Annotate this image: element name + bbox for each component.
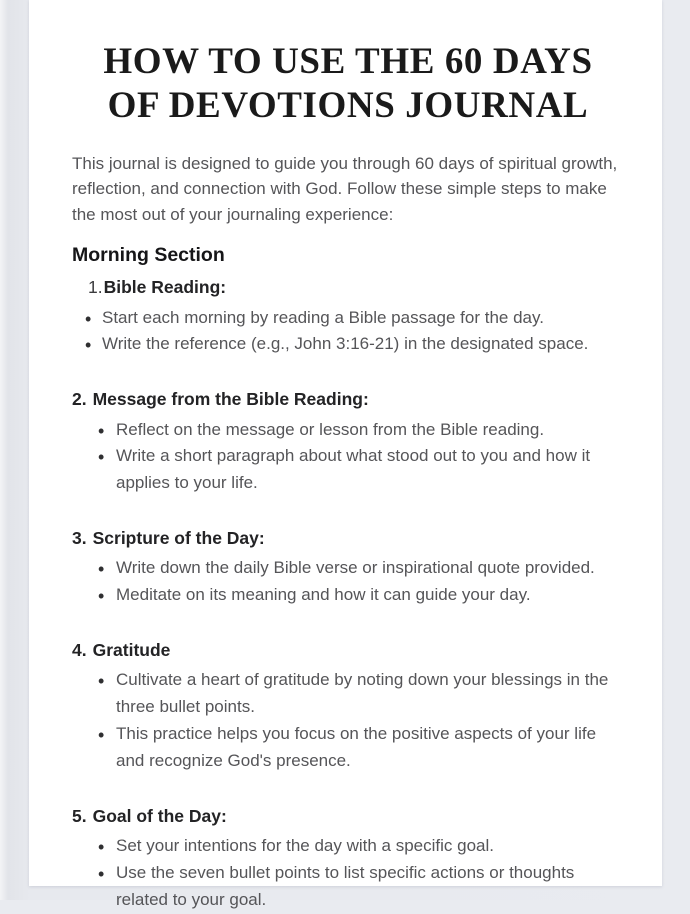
item-title-text: Scripture of the Day:	[92, 528, 265, 549]
item-number: 3.	[72, 528, 87, 549]
bullet-list	[72, 833, 624, 914]
numbered-item	[72, 637, 624, 775]
page-title-line2: OF DEVOTIONS JOURNAL	[107, 85, 589, 127]
bullet-list	[72, 667, 624, 774]
bullet-item: • Reflect on the message or lesson from the Bible reading.	[72, 417, 624, 444]
bullet-item: • This practice helps you focus on the positive aspects of your life and recognize God's presence.	[72, 721, 624, 775]
numbered-item	[72, 386, 624, 497]
journal-instructions-page	[29, 0, 662, 909]
item-heading	[72, 637, 624, 663]
item-number: 1.	[88, 277, 103, 298]
bullet-list	[72, 305, 624, 359]
bullet-item: • Start each morning by reading a Bible passage for the day.	[72, 305, 624, 332]
numbered-item	[72, 525, 624, 609]
bullet-item: • Meditate on its meaning and how it can guide your day.	[72, 582, 624, 609]
bullet-item: • Use the seven bullet points to list specific actions or thoughts related to your goal.	[72, 860, 624, 914]
item-number: 2.	[72, 389, 87, 410]
numbered-item	[72, 803, 624, 914]
bullet-item: • Set your intentions for the day with a specific goal.	[72, 833, 624, 860]
morning-section-heading: Morning Section	[72, 244, 225, 267]
item-title-text: Gratitude	[92, 640, 171, 661]
numbered-item	[72, 274, 624, 358]
bullet-list	[72, 555, 624, 609]
item-title-text: Bible Reading:	[103, 277, 227, 298]
item-number: 5.	[72, 805, 87, 826]
numbered-items-container	[72, 274, 624, 913]
bullet-item: • Write a short paragraph about what stood out to you and how it applies to your life.	[72, 443, 624, 497]
item-heading	[72, 803, 624, 829]
item-heading	[88, 274, 624, 300]
bullet-item: • Cultivate a heart of gratitude by noting down your blessings in the three bullet points.	[72, 667, 624, 721]
item-title-text: Message from the Bible Reading:	[92, 389, 369, 410]
bullet-list	[72, 417, 624, 498]
item-heading	[72, 525, 624, 551]
page-title-line1: HOW TO USE THE 60 DAYS	[103, 41, 593, 82]
item-heading	[72, 386, 624, 412]
page-title	[72, 40, 624, 129]
item-number: 4.	[72, 640, 87, 661]
item-title-text: Goal of the Day:	[92, 805, 227, 826]
bullet-item: • Write the reference (e.g., John 3:16-21) in the designated space.	[72, 331, 624, 358]
intro-paragraph: This journal is designed to guide you through 60 days of spiritual growth, reflection, and connection with God. Follow these simple steps to make the most out of your journaling experience:	[72, 153, 618, 224]
bullet-item: • Write down the daily Bible verse or inspirational quote provided.	[72, 555, 624, 582]
